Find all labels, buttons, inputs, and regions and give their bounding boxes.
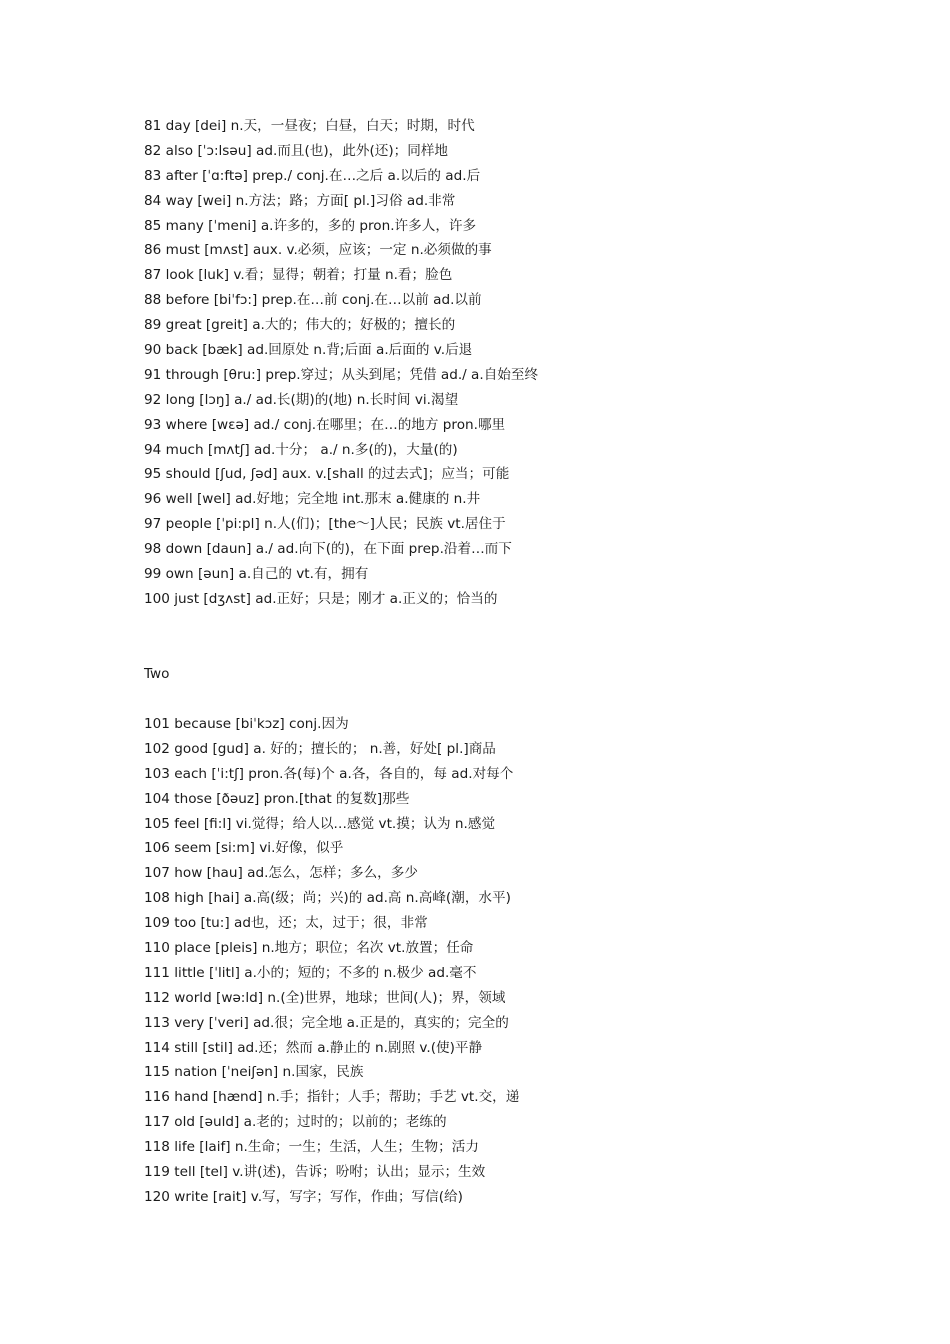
vocab-entry: 114 still [stil] ad.还；然而 a.静止的 n.剧照 v.(使)平静 bbox=[144, 1039, 483, 1056]
vocab-entry: 103 each [ˈi:tʃ] pron.各(每)个 a.各，各自的，每 ad.对每个 bbox=[144, 765, 514, 782]
vocab-entry: 91 through [θru:] prep.穿过；从头到尾；凭借 ad./ a.自始至终 bbox=[144, 366, 539, 383]
vocab-entry: 99 own [əun] a.自己的 vt.有，拥有 bbox=[144, 566, 369, 583]
section-heading: Two bbox=[144, 666, 170, 682]
vocab-entry: 86 must [mʌst] aux. v.必须，应该；一定 n.必须做的事 bbox=[144, 242, 492, 259]
vocab-entry: 119 tell [tel] v.讲(述)，告诉；吩咐；认出；显示；生效 bbox=[144, 1164, 486, 1181]
vocab-entry: 90 back [bæk] ad.回原处 n.背;后面 a.后面的 v.后退 bbox=[144, 342, 473, 359]
vocab-entry: 117 old [əuld] a.老的；过时的；以前的；老练的 bbox=[144, 1114, 447, 1131]
vocab-entry: 102 good [gud] a. 好的；擅长的； n.善，好处[ pl.]商品 bbox=[144, 740, 496, 757]
vocab-entry: 120 write [rait] v.写，写字；写作，作曲；写信(给) bbox=[144, 1188, 463, 1205]
vocab-entry: 98 down [daun] a./ ad.向下(的)，在下面 prep.沿着…而下 bbox=[144, 541, 512, 558]
vocab-entry: 81 day [dei] n.天，一昼夜；白昼，白天；时期，时代 bbox=[144, 118, 475, 134]
vocab-entry: 87 look [luk] v.看；显得；朝着；打量 n.看；脸色 bbox=[144, 267, 453, 284]
vocab-entry: 113 very [ˈveri] ad.很；完全地 a.正是的，真实的；完全的 bbox=[144, 1014, 509, 1031]
vocab-entry: 89 great [greit] a.大的；伟大的；好极的；擅长的 bbox=[144, 317, 456, 334]
vocab-entry: 88 before [biˈfɔ:] prep.在…前 conj.在…以前 ad.以前 bbox=[144, 292, 482, 309]
vocab-entry: 116 hand [hænd] n.手；指针；人手；帮助；手艺 vt.交，递 bbox=[144, 1089, 520, 1106]
vocab-entry: 118 life [laif] n.生命；一生；生活，人生；生物；活力 bbox=[144, 1139, 479, 1156]
vocab-entry: 84 way [wei] n.方法；路；方面[ pl.]习俗 ad.非常 bbox=[144, 192, 456, 209]
vocab-entry: 94 much [mʌtʃ] ad.十分； a./ n.多(的)，大量(的) bbox=[144, 441, 458, 458]
vocab-entry: 106 seem [si:m] vi.好像，似乎 bbox=[144, 840, 344, 857]
vocab-entry: 95 should [ʃud, ʃəd] aux. v.[shall 的过去式]；应当；可能 bbox=[144, 466, 510, 483]
vocab-entry: 104 those [ðəuz] pron.[that 的复数]那些 bbox=[144, 790, 410, 807]
vocab-entry: 85 many [ˈmeni] a.许多的，多的 pron.许多人，许多 bbox=[144, 217, 477, 234]
vocab-entry: 101 because [biˈkɔz] conj.因为 bbox=[144, 716, 349, 732]
vocab-entry: 110 place [pleis] n.地方；职位；名次 vt.放置；任命 bbox=[144, 940, 474, 957]
vocab-entry: 108 high [hai] a.高(级；尚；兴)的 ad.高 n.高峰(潮，水平) bbox=[144, 890, 511, 907]
vocabulary-list-101-120 bbox=[144, 712, 519, 1210]
vocab-entry: 96 well [wel] ad.好地；完全地 int.那末 a.健康的 n.井 bbox=[144, 491, 481, 508]
vocab-entry: 82 also [ˈɔ:lsəu] ad.而且(也)，此外(还)；同样地 bbox=[144, 142, 449, 159]
vocab-entry: 83 after [ˈɑ:ftə] prep./ conj.在…之后 a.以后的 ad.后 bbox=[144, 167, 481, 184]
vocab-entry: 97 people [ˈpi:pl] n.人(们)；[the～]人民；民族 vt.居住于 bbox=[144, 516, 506, 533]
vocab-entry: 107 how [hau] ad.怎么，怎样；多么，多少 bbox=[144, 865, 418, 882]
vocab-entry: 92 long [lɔŋ] a./ ad.长(期)的(地) n.长时间 vi.渴望 bbox=[144, 391, 459, 408]
vocab-entry: 100 just [dʒʌst] ad.正好；只是；刚才 a.正义的；恰当的 bbox=[144, 590, 498, 607]
vocab-entry: 105 feel [fi:l] vi.觉得；给人以…感觉 vt.摸；认为 n.感觉 bbox=[144, 815, 496, 832]
vocab-entry: 111 little [ˈlitl] a.小的；短的；不多的 n.极少 ad.毫不 bbox=[144, 964, 477, 981]
vocab-entry: 115 nation [ˈneiʃən] n.国家，民族 bbox=[144, 1064, 364, 1081]
vocab-entry: 109 too [tu:] ad也，还；太，过于；很，非常 bbox=[144, 915, 428, 932]
vocabulary-list-81-100 bbox=[144, 114, 538, 612]
vocab-entry: 93 where [wɛə] ad./ conj.在哪里；在…的地方 pron.哪里 bbox=[144, 416, 506, 433]
vocab-entry: 112 world [wə:ld] n.(全)世界，地球；世间(人)；界，领域 bbox=[144, 989, 506, 1006]
